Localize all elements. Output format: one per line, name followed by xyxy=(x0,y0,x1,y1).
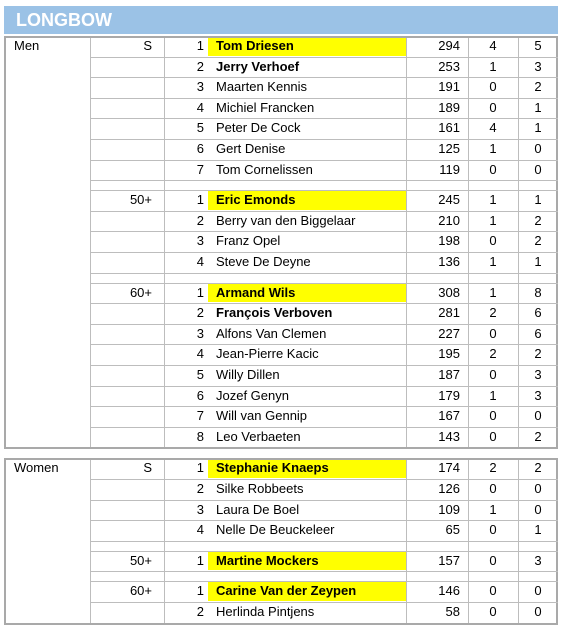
count-cell-1: 2 xyxy=(489,305,497,321)
athlete-name: Alfons Van Clemen xyxy=(216,325,327,341)
rank-cell: 7 xyxy=(196,408,204,424)
count-cell-1: 1 xyxy=(489,387,497,403)
score-cell: 126 xyxy=(438,481,460,496)
athlete-name: Eric Emonds xyxy=(208,191,406,210)
score-cell: 308 xyxy=(438,284,460,300)
row-divider xyxy=(90,541,558,542)
count-cell-1: 0 xyxy=(489,99,497,115)
rank-cell: 1 xyxy=(196,284,204,300)
count-cell-2: 2 xyxy=(534,79,542,95)
count-cell-2: 0 xyxy=(534,604,542,619)
rank-cell: 3 xyxy=(196,501,204,517)
athlete-name: Willy Dillen xyxy=(216,367,280,382)
athlete-name: Franz Opel xyxy=(216,233,281,249)
athlete-name: Berry van den Biggelaar xyxy=(216,212,356,228)
row-divider xyxy=(90,571,558,572)
athlete-name: Jerry Verhoef xyxy=(216,58,300,74)
athlete-name: Maarten Kennis xyxy=(216,79,308,95)
athlete-name: Silke Robbeets xyxy=(216,481,304,496)
athlete-name: Jozef Genyn xyxy=(216,387,289,403)
count-cell-1: 2 xyxy=(489,346,497,362)
count-cell-2: 1 xyxy=(534,99,542,115)
athlete-name: Tom Cornelissen xyxy=(216,161,313,177)
count-cell-2: 1 xyxy=(534,120,542,136)
count-cell-1: 0 xyxy=(489,408,497,424)
score-cell: 195 xyxy=(438,346,460,362)
rank-cell: 6 xyxy=(196,387,204,403)
count-cell-1: 1 xyxy=(489,212,497,228)
count-cell-2: 3 xyxy=(534,58,542,74)
score-cell: 161 xyxy=(438,120,460,136)
score-cell: 198 xyxy=(438,233,460,249)
count-cell-1: 0 xyxy=(489,161,497,177)
athlete-name: Peter De Cock xyxy=(216,120,301,136)
count-cell-1: 0 xyxy=(489,604,497,619)
count-cell-2: 3 xyxy=(534,387,542,403)
category-label: 50+ xyxy=(129,192,152,208)
count-cell-1: 0 xyxy=(489,367,497,382)
athlete-name: Herlinda Pintjens xyxy=(216,604,315,619)
count-cell-1: 0 xyxy=(489,233,497,249)
category-label: 60+ xyxy=(129,583,152,599)
count-cell-1: 4 xyxy=(489,38,497,53)
category-label: 60+ xyxy=(129,284,152,300)
row-divider xyxy=(90,273,558,274)
athlete-name: Laura De Boel xyxy=(216,501,300,517)
count-cell-1: 2 xyxy=(489,460,497,476)
score-cell: 174 xyxy=(438,460,460,476)
score-cell: 281 xyxy=(438,305,460,321)
rank-cell: 1 xyxy=(196,583,204,599)
count-cell-2: 5 xyxy=(534,38,542,53)
score-cell: 187 xyxy=(438,367,460,382)
athlete-name: Gert Denise xyxy=(216,141,286,156)
category-label: 50+ xyxy=(129,552,152,568)
rank-cell: 4 xyxy=(196,522,204,538)
count-cell-2: 3 xyxy=(534,367,542,382)
section-bottom-border xyxy=(4,623,558,625)
count-cell-2: 8 xyxy=(534,284,542,300)
count-cell-1: 1 xyxy=(489,192,497,208)
count-cell-1: 1 xyxy=(489,141,497,156)
rank-cell: 1 xyxy=(196,192,204,208)
athlete-name: Armand Wils xyxy=(208,284,406,303)
rank-cell: 5 xyxy=(196,120,204,136)
section-bottom-border xyxy=(4,447,558,449)
rank-cell: 3 xyxy=(196,233,204,249)
athlete-name: Carine Van der Zeypen xyxy=(208,582,406,601)
count-cell-1: 0 xyxy=(489,428,497,444)
count-cell-1: 0 xyxy=(489,552,497,568)
rank-cell: 7 xyxy=(196,161,204,177)
count-cell-2: 1 xyxy=(534,522,542,538)
athlete-name: Nelle De Beuckeleer xyxy=(216,522,335,538)
rank-cell: 4 xyxy=(196,254,204,269)
count-cell-1: 4 xyxy=(489,120,497,136)
score-cell: 189 xyxy=(438,99,460,115)
gender-label: Men xyxy=(14,38,40,53)
rank-cell: 3 xyxy=(196,79,204,95)
score-cell: 245 xyxy=(438,192,460,208)
count-cell-2: 2 xyxy=(534,460,542,476)
count-cell-2: 3 xyxy=(534,552,542,568)
score-cell: 125 xyxy=(438,141,460,156)
category-label: S xyxy=(143,460,152,476)
score-cell: 58 xyxy=(445,604,460,619)
athlete-name: Michiel Francken xyxy=(216,99,315,115)
count-cell-1: 0 xyxy=(489,79,497,95)
rank-cell: 2 xyxy=(196,58,204,74)
rank-cell: 1 xyxy=(196,552,204,568)
athlete-name: Tom Driesen xyxy=(208,37,406,56)
rank-cell: 8 xyxy=(196,428,204,444)
count-cell-1: 0 xyxy=(489,583,497,599)
count-cell-2: 6 xyxy=(534,325,542,341)
rank-cell: 2 xyxy=(196,604,204,619)
rank-cell: 2 xyxy=(196,481,204,496)
rank-cell: 1 xyxy=(196,38,204,53)
athlete-name: Stephanie Knaeps xyxy=(208,459,406,478)
score-cell: 136 xyxy=(438,254,460,269)
count-cell-2: 2 xyxy=(534,346,542,362)
count-cell-1: 1 xyxy=(489,58,497,74)
count-cell-2: 2 xyxy=(534,212,542,228)
score-cell: 210 xyxy=(438,212,460,228)
count-cell-2: 0 xyxy=(534,583,542,599)
count-cell-2: 1 xyxy=(534,254,542,269)
rank-cell: 2 xyxy=(196,212,204,228)
score-cell: 143 xyxy=(438,428,460,444)
score-cell: 65 xyxy=(445,522,460,538)
count-cell-1: 0 xyxy=(489,522,497,538)
section-top-border xyxy=(4,36,558,38)
gender-label: Women xyxy=(14,460,59,476)
count-cell-2: 1 xyxy=(534,192,542,208)
page-title: LONGBOW xyxy=(4,6,558,34)
row-divider xyxy=(90,180,558,181)
score-cell: 119 xyxy=(439,161,460,177)
rank-cell: 4 xyxy=(196,99,204,115)
count-cell-2: 0 xyxy=(534,141,542,156)
count-cell-1: 1 xyxy=(489,284,497,300)
score-cell: 253 xyxy=(438,58,460,74)
count-cell-2: 2 xyxy=(534,428,542,444)
count-cell-2: 0 xyxy=(534,501,542,517)
count-cell-2: 2 xyxy=(534,233,542,249)
score-cell: 157 xyxy=(438,552,460,568)
score-cell: 109 xyxy=(438,501,460,517)
category-label: S xyxy=(143,38,152,53)
count-cell-1: 0 xyxy=(489,481,497,496)
score-cell: 146 xyxy=(438,583,460,599)
score-cell: 227 xyxy=(438,325,460,341)
rank-cell: 2 xyxy=(196,305,204,321)
rank-cell: 5 xyxy=(196,367,204,382)
count-cell-1: 0 xyxy=(489,325,497,341)
athlete-name: Steve De Deyne xyxy=(216,254,311,269)
rank-cell: 3 xyxy=(196,325,204,341)
count-cell-2: 0 xyxy=(534,161,542,177)
score-cell: 179 xyxy=(438,387,460,403)
section-top-border xyxy=(4,458,558,460)
count-cell-2: 0 xyxy=(534,481,542,496)
athlete-name: Jean-Pierre Kacic xyxy=(216,346,319,362)
athlete-name: François Verboven xyxy=(216,305,333,321)
count-cell-1: 1 xyxy=(489,254,497,269)
score-cell: 294 xyxy=(438,38,460,53)
rank-cell: 4 xyxy=(196,346,204,362)
rank-cell: 1 xyxy=(196,460,204,476)
score-cell: 167 xyxy=(438,408,460,424)
count-cell-2: 0 xyxy=(534,408,542,424)
score-cell: 191 xyxy=(438,79,460,95)
rank-cell: 6 xyxy=(196,141,204,156)
count-cell-2: 6 xyxy=(534,305,542,321)
athlete-name: Will van Gennip xyxy=(216,408,308,424)
count-cell-1: 1 xyxy=(489,501,497,517)
athlete-name: Martine Mockers xyxy=(208,552,406,571)
athlete-name: Leo Verbaeten xyxy=(216,428,301,444)
